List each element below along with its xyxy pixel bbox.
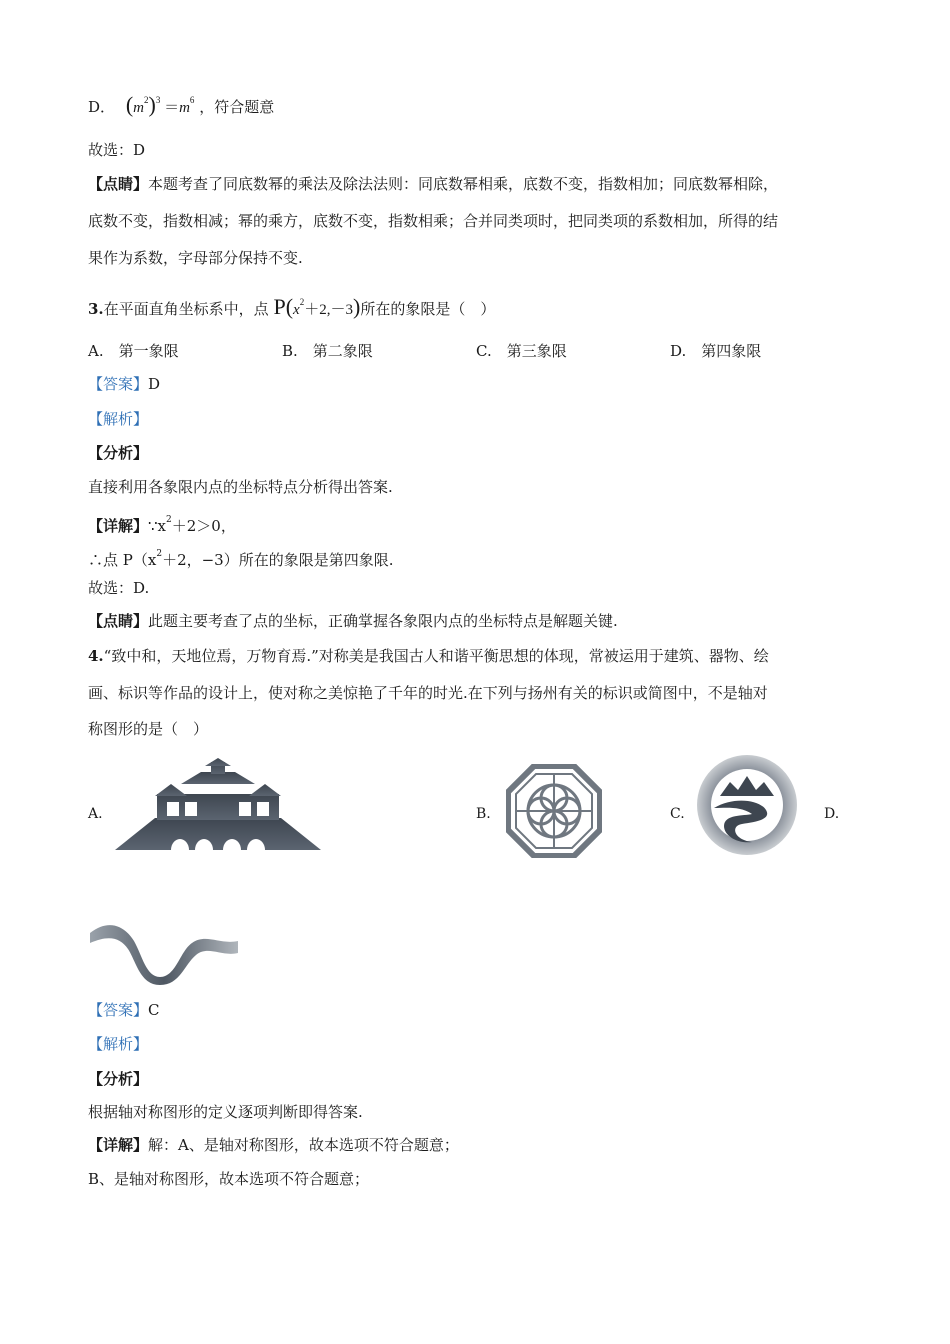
q3-option-b: B. 第二象限 xyxy=(282,342,373,360)
choose-d: 故选：D xyxy=(88,141,146,159)
q3-fenxi-text: 直接利用各象限内点的坐标特点分析得出答案. xyxy=(88,478,393,496)
q4-figure-d-label: D. xyxy=(824,806,840,822)
q3-dianjing: 【点睛】此题主要考查了点的坐标，正确掌握各象限内点的坐标特点是解题关键. xyxy=(88,612,618,630)
dianjing-1-line3: 果作为系数，字母部分保持不变. xyxy=(88,249,303,267)
q4-figure-c-emblem xyxy=(694,752,800,858)
dianjing-1-line1: 【点睛】本题考查了同底数幂的乘法及除法法则：同底数幂相乘，底数不变，指数相加；同底数幂相除， xyxy=(88,175,779,193)
q3-choose: 故选：D. xyxy=(88,579,150,597)
q4-figure-a-label: A. xyxy=(88,806,103,822)
option-d-tail: ，符合题意 xyxy=(199,98,275,116)
q4-jiexi: 【解析】 xyxy=(88,1035,149,1053)
q4-figure-b-label: B. xyxy=(476,806,491,822)
q4-xiangjie: 【详解】解：A、是轴对称图形，故本选项不符合题意； xyxy=(88,1136,459,1154)
q4-fenxi-text: 根据轴对称图形的定义逐项判断即得答案. xyxy=(88,1103,363,1121)
q3-therefore: ∴点 $P(x^2+2$，−3）所在的象限是第四象限. xyxy=(88,549,394,569)
question-4-line3: 称图形的是（ ） xyxy=(88,720,209,738)
q3-jiexi: 【解析】 xyxy=(88,410,149,428)
q3-option-c: C. 第三象限 xyxy=(476,342,567,360)
q3-option-a: A. 第一象限 xyxy=(88,342,179,360)
q3-option-d: D. 第四象限 xyxy=(670,342,762,360)
question-4-line2: 画、标识等作品的设计上，使对称之美惊艳了千年的时光.在下列与扬州有关的标识或简图中，不是轴对 xyxy=(88,684,768,702)
power-expression: $(m^2)^3 =m^6$ xyxy=(125,92,195,117)
q3-xiangjie: 【详解】$\because x^2+2>0$， xyxy=(88,515,236,535)
q4-fenxi: 【分析】 xyxy=(88,1070,149,1088)
q4-figure-b-window xyxy=(506,764,602,858)
question-3: 3.在平面直角坐标系中，点 $P(x^2+2,-3)$所在的象限是（ ） xyxy=(88,294,496,319)
option-d-expression xyxy=(88,90,274,118)
q3-fenxi: 【分析】 xyxy=(88,444,149,462)
q4-option-b-explain: B、是轴对称图形，故本选项不符合题意； xyxy=(88,1170,370,1188)
q4-figure-a-bridge xyxy=(115,758,321,852)
q4-answer: 【答案】C xyxy=(88,1001,160,1019)
option-d-label: D． xyxy=(88,98,116,116)
q4-figure-d-wave xyxy=(88,915,240,985)
question-4-line1: 4.“致中和，天地位焉，万物育焉.”对称美是我国古人和谐平衡思想的体现，常被运用于建筑、器物、绘 xyxy=(88,647,769,665)
dianjing-1-line2: 底数不变，指数相减；幂的乘方，底数不变，指数相乘；合并同类项时，把同类项的系数相加，所得的结 xyxy=(88,212,779,230)
q3-answer: 【答案】D xyxy=(88,375,161,393)
q4-figure-c-label: C. xyxy=(670,806,685,822)
